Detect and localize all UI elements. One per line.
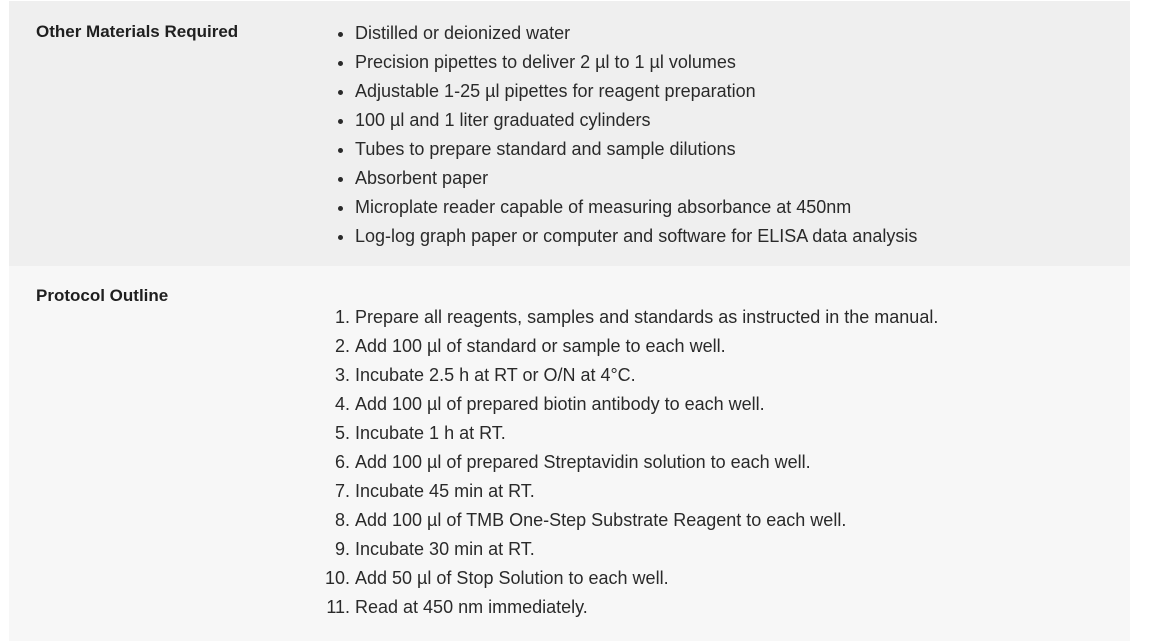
list-item: • Tubes to prepare standard and sample dilutions: [355, 137, 1130, 166]
materials-content: [309, 21, 1130, 266]
list-item: 9. Incubate 30 min at RT.: [355, 537, 1130, 566]
materials-row: [9, 1, 1130, 266]
list-item: 2. Add 100 µl of standard or sample to each well.: [355, 334, 1130, 363]
list-item: • Adjustable 1-25 µl pipettes for reagent preparation: [355, 79, 1130, 108]
list-item: • Log-log graph paper or computer and software for ELISA data analysis: [355, 224, 1130, 253]
list-item: 5. Incubate 1 h at RT.: [355, 421, 1130, 450]
list-item: • Absorbent paper: [355, 166, 1130, 195]
list-item: 4. Add 100 µl of prepared biotin antibody to each well.: [355, 392, 1130, 421]
list-item: 11. Read at 450 nm immediately.: [355, 595, 1130, 624]
spec-table: [9, 1, 1130, 641]
protocol-row: [9, 266, 1130, 641]
list-item: • Distilled or deionized water: [355, 21, 1130, 50]
list-item: 7. Incubate 45 min at RT.: [355, 479, 1130, 508]
list-item: 6. Add 100 µl of prepared Streptavidin solution to each well.: [355, 450, 1130, 479]
list-item: 10. Add 50 µl of Stop Solution to each well.: [355, 566, 1130, 595]
protocol-content: [309, 285, 1130, 641]
protocol-steps: [309, 305, 1130, 624]
materials-label: Other Materials Required: [36, 22, 239, 41]
protocol-label: Protocol Outline: [36, 286, 169, 305]
list-item: • Precision pipettes to deliver 2 µl to 1 µl volumes: [355, 50, 1130, 79]
list-item: 8. Add 100 µl of TMB One-Step Substrate Reagent to each well.: [355, 508, 1130, 537]
materials-list: [309, 21, 1130, 253]
list-item: 1. Prepare all reagents, samples and standards as instructed in the manual.: [355, 305, 1130, 334]
list-item: 3. Incubate 2.5 h at RT or O/N at 4°C.: [355, 363, 1130, 392]
list-item: • Microplate reader capable of measuring absorbance at 450nm: [355, 195, 1130, 224]
list-item: • 100 µl and 1 liter graduated cylinders: [355, 108, 1130, 137]
